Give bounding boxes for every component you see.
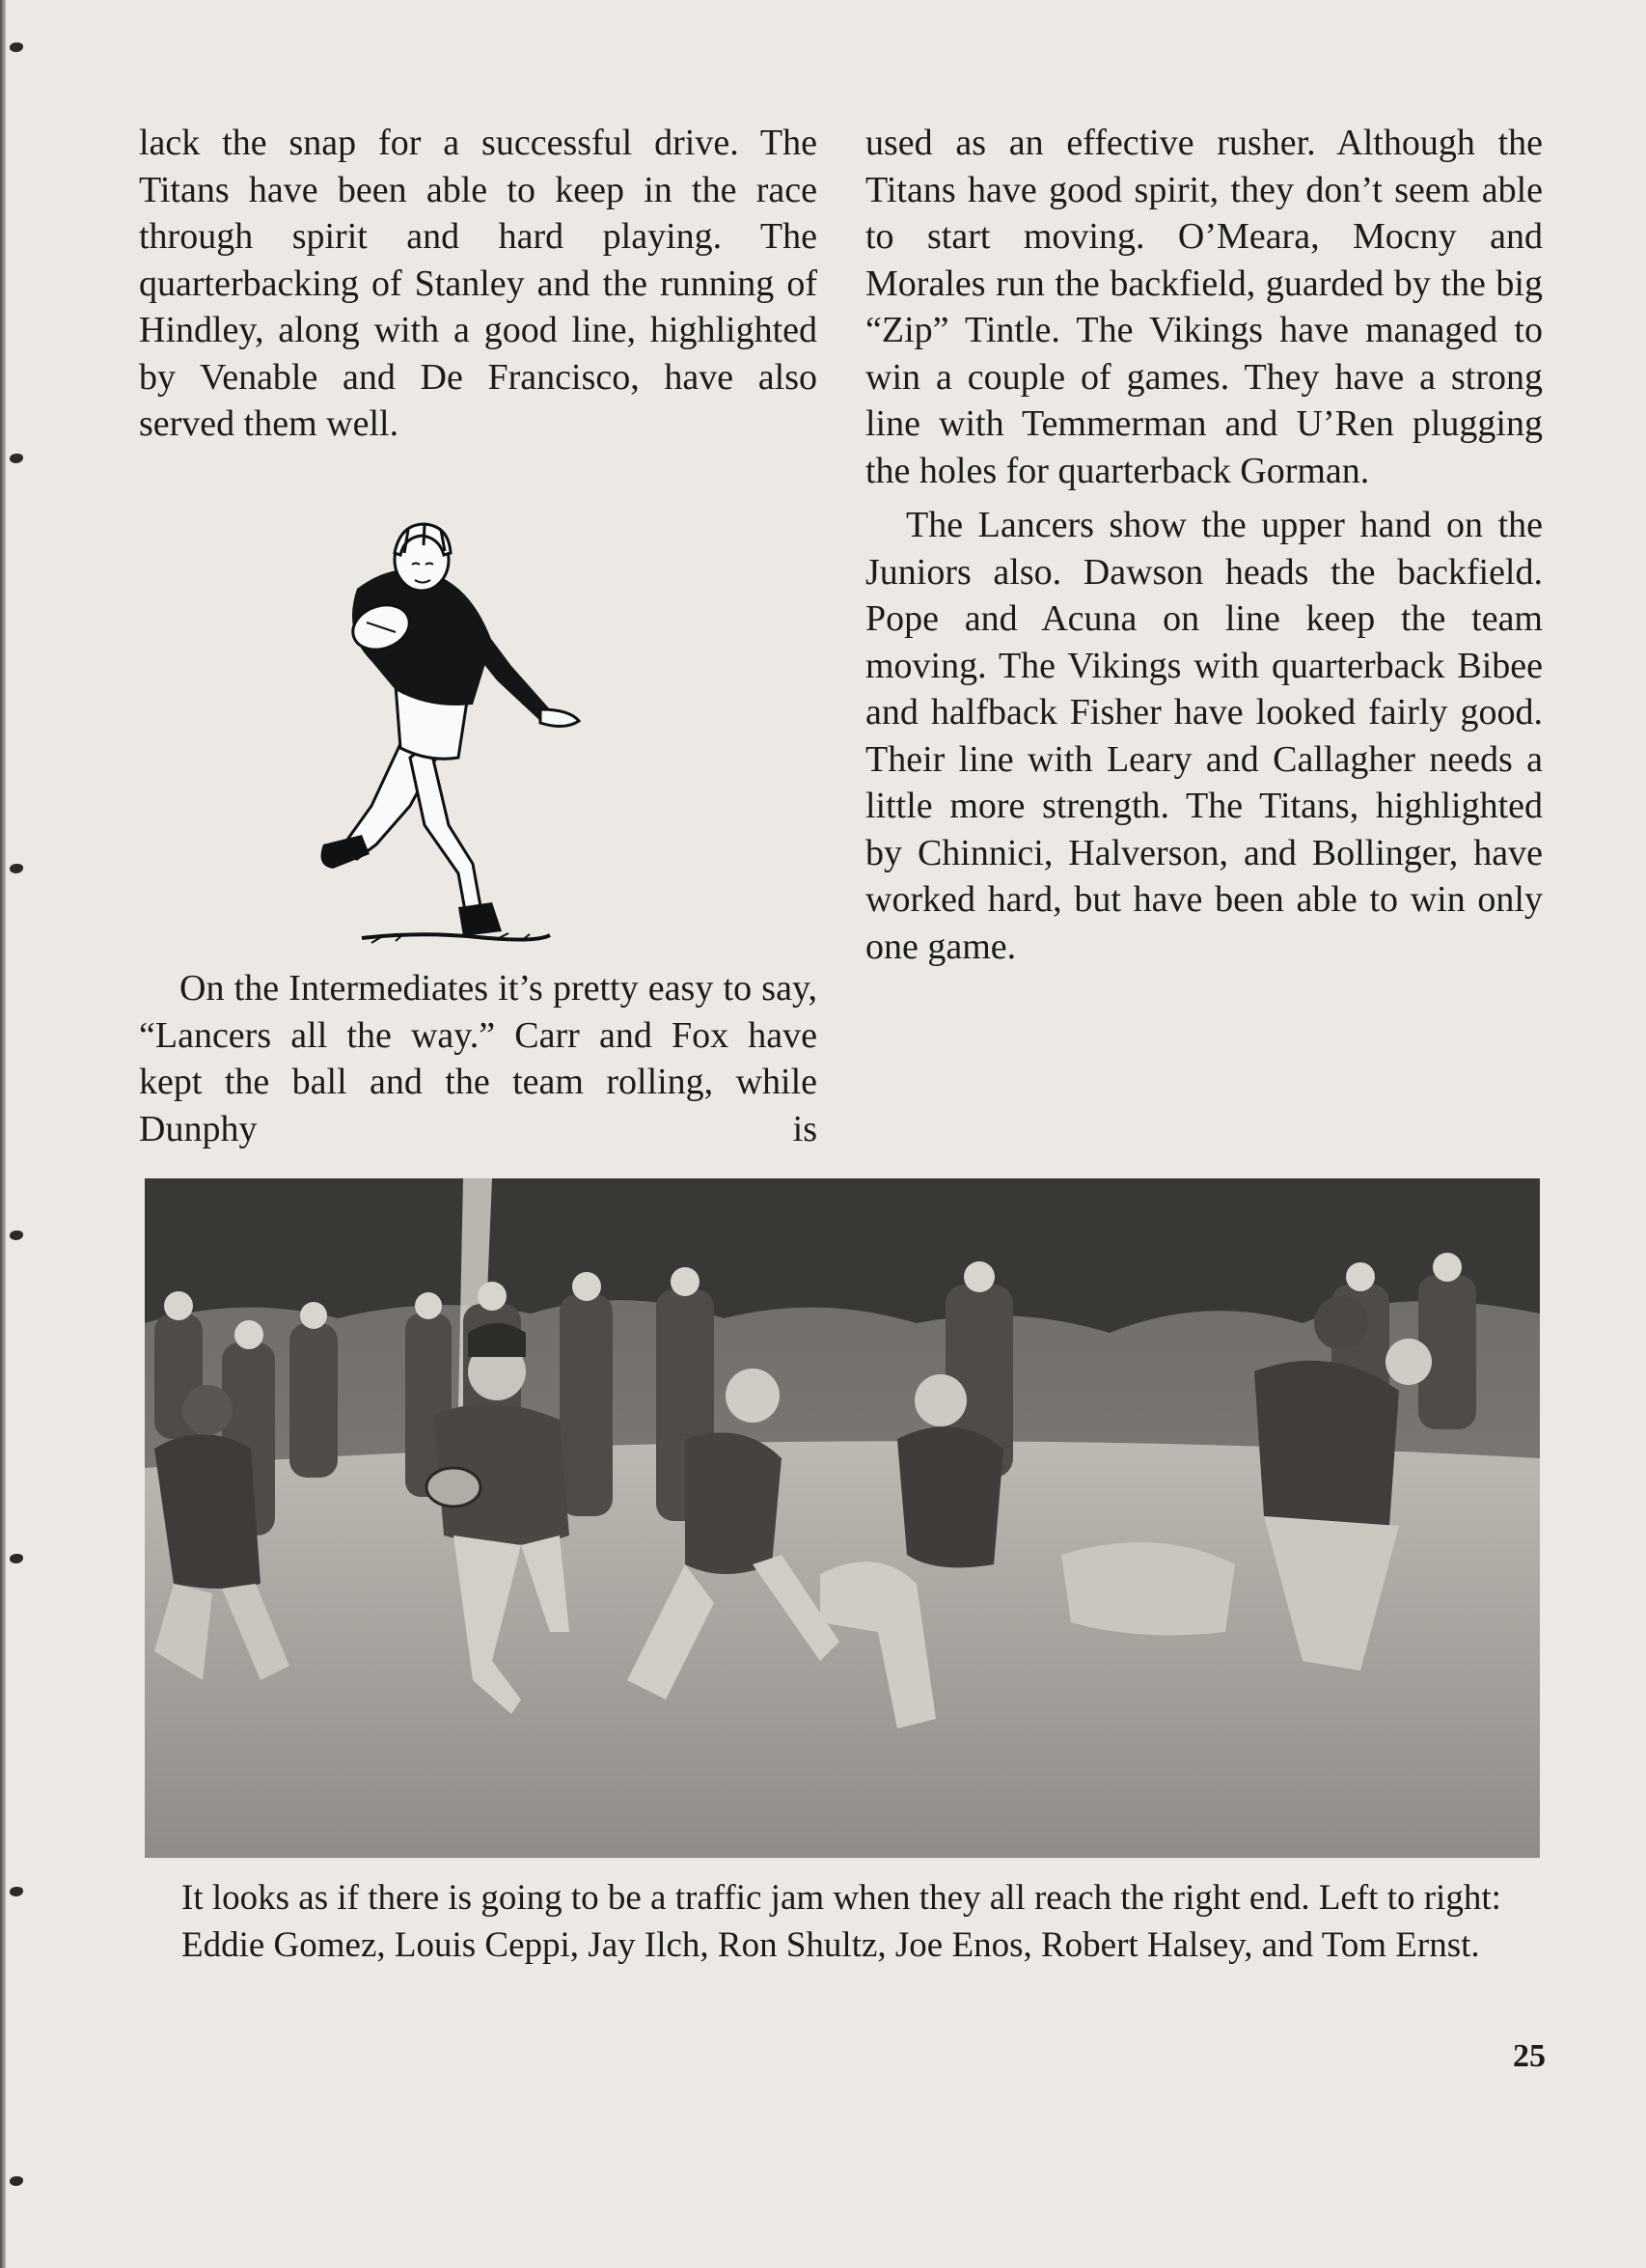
binding-hole bbox=[10, 2176, 23, 2186]
paragraph: On the Intermediates it’s pretty easy to say, “Lancers all the way.” Carr and Fox have kept the ball and the team rolling, while Dunphy is bbox=[139, 968, 817, 1149]
left-column-bottom bbox=[139, 965, 817, 1152]
football-player-illustration bbox=[304, 516, 593, 955]
binding-hole bbox=[10, 1887, 23, 1896]
page-number: 25 bbox=[1513, 2038, 1546, 2074]
football-game-photo bbox=[145, 1178, 1540, 1858]
left-column-top bbox=[139, 120, 817, 448]
binding-hole bbox=[10, 454, 23, 463]
binding-hole bbox=[10, 864, 23, 873]
paragraph: used as an effective rusher. Although the Titans have good spirit, they don’t seem able to start moving. O’Meara, Mocny and Morales run the backfield, guarded by the big “Zip” Tintle. The Vikings have managed to win a couple of games. They have a strong line with Temmerman and U’Ren plugging the holes for quarterback Gorman. bbox=[865, 123, 1543, 491]
paragraph: lack the snap for a successful drive. The Titans have been able to keep in the race through spirit and hard playing. The quarterbacking of Stanley and the running of Hindley, along with a good line, highlighted by Venable and De Francisco, have also served them well. bbox=[139, 123, 817, 444]
paragraph: The Lancers show the upper hand on the Juniors also. Dawson heads the backfield. Pope and Acuna on line keep the team moving. The Vikings with quarterback Bibee and halfback Fisher have looked fairly good. Their line with Leary and Callagher needs a little more strength. The Titans, highlighted by Chinnici, Halverson, and Bollinger, have worked hard, but have been able to win only one game. bbox=[865, 505, 1543, 967]
photo-caption: It looks as if there is going to be a traffic jam when they all reach the right end. Left to right: Eddie Gomez, Louis Ceppi, Jay Ilch, Ron Shultz, Joe Enos, Robert Halsey, and Tom Ernst. bbox=[181, 1878, 1501, 1965]
page-binding-edge bbox=[0, 0, 6, 2268]
right-column bbox=[865, 120, 1543, 970]
binding-hole bbox=[10, 1554, 23, 1563]
binding-hole bbox=[10, 42, 23, 52]
binding-hole bbox=[10, 1231, 23, 1240]
